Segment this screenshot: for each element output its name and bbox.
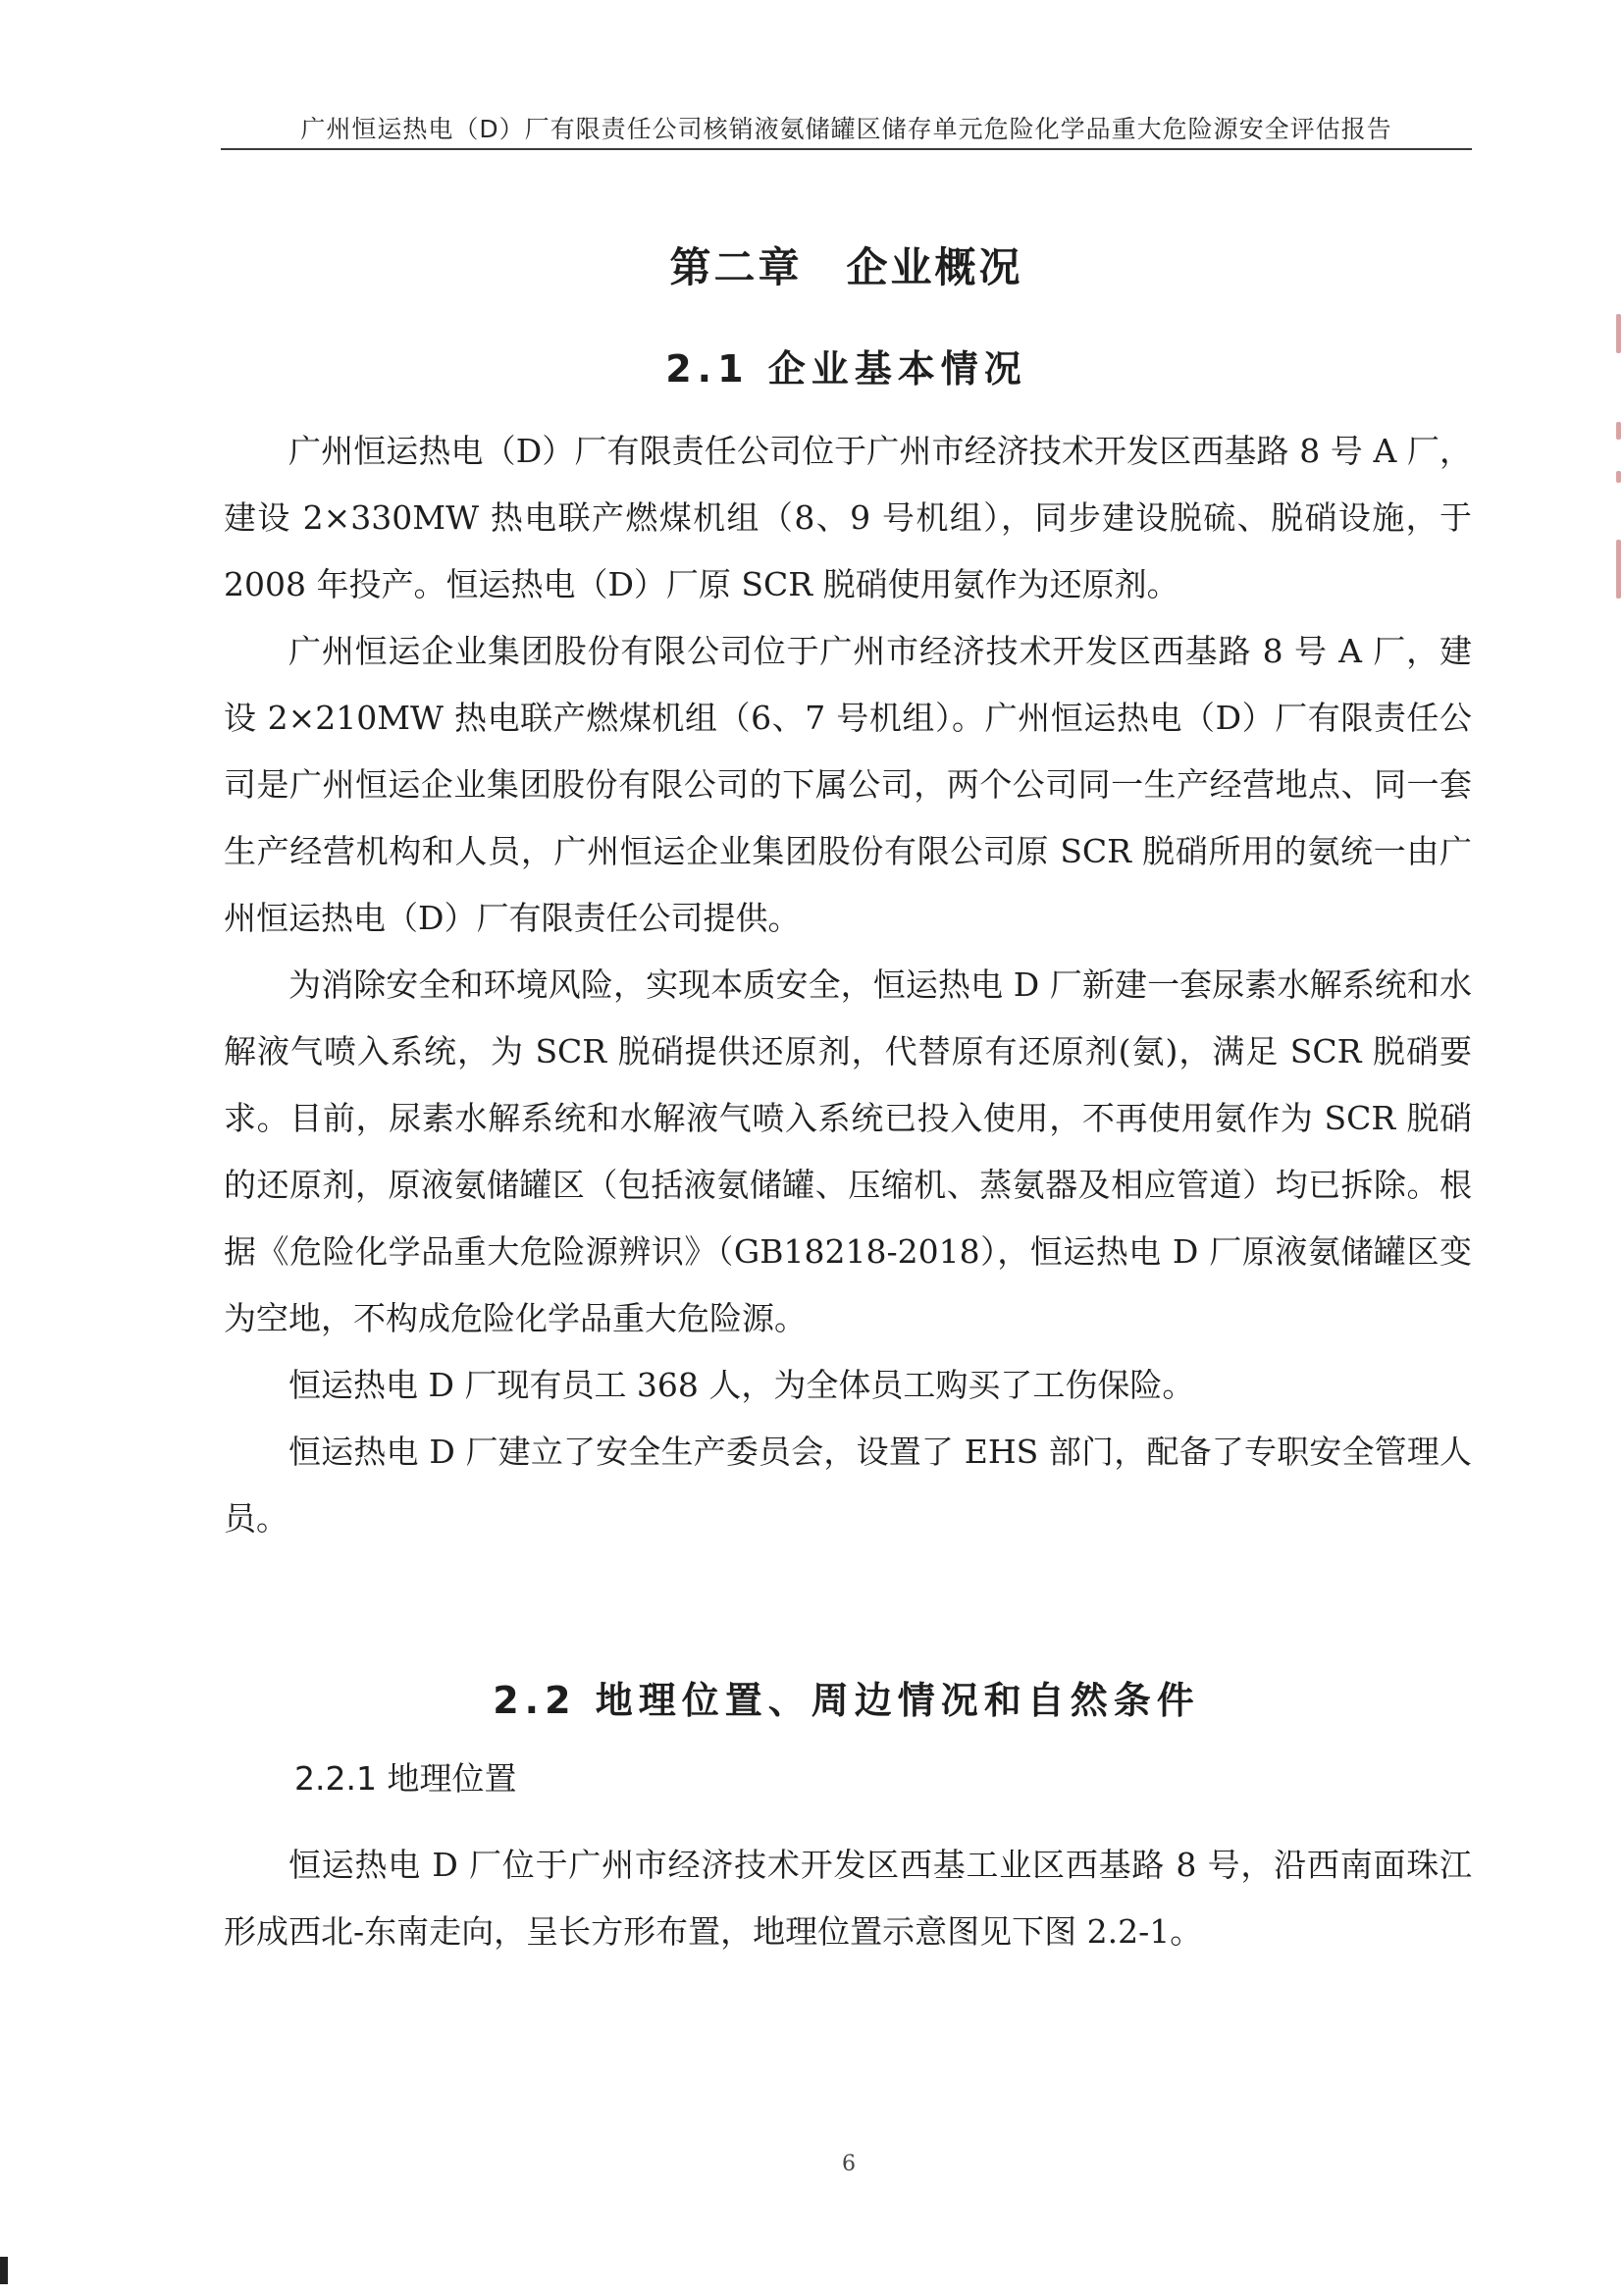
scan-corner-mark	[0, 2257, 8, 2284]
header-divider	[221, 148, 1472, 150]
paragraph: 恒运热电 D 厂位于广州市经济技术开发区西基工业区西基路 8 号，沿西南面珠江形成西北-东南走向，呈长方形布置，地理位置示意图见下图 2.2-1。	[224, 1846, 1472, 1951]
paragraph: 为消除安全和环境风险，实现本质安全，恒运热电 D 厂新建一套尿素水解系统和水解液气喷入系统，为 SCR 脱硝提供还原剂，代替原有还原剂(氨)，满足 SCR 脱硝要求。目前，尿素水解系统和水解液气喷入系统已投入使用，不再使用氨作为 SCR 脱硝的还原剂，原液氨储罐区（包括液氨储罐、压缩机、蒸氨器及相应管道）均已拆除。根据《危险化学品重大危险源辨识》（GB18218-2018），恒运热电 D 厂原液氨储罐区变为空地，不构成危险化学品重大危险源。	[224, 965, 1472, 1337]
paragraph: 恒运热电 D 厂建立了安全生产委员会，设置了 EHS 部门，配备了专职安全管理人员。	[224, 1433, 1472, 1538]
section-2-2-1-body	[224, 1832, 1472, 1965]
paragraph: 广州恒运企业集团股份有限公司位于广州市经济技术开发区西基路 8 号 A 厂，建设 2×210MW 热电联产燃煤机组（6、7 号机组）。广州恒运热电（D）厂有限责任公司是广州恒运企业集团股份有限公司的下属公司，两个公司同一生产经营地点、同一套生产经营机构和人员，广州恒运企业集团股份有限公司原 SCR 脱硝所用的氨统一由广州恒运热电（D）厂有限责任公司提供。	[224, 632, 1472, 937]
running-header: 广州恒运热电（D）厂有限责任公司核销液氨储罐区储存单元危险化学品重大危险源安全评估报告	[300, 115, 1392, 143]
section-2-1-body	[224, 418, 1472, 1552]
section-title-2-2: 2.2 地理位置、周边情况和自然条件	[493, 1679, 1200, 1722]
paragraph: 广州恒运热电（D）厂有限责任公司位于广州市经济技术开发区西基路 8 号 A 厂，建设 2×330MW 热电联产燃煤机组（8、9 号机组），同步建设脱硫、脱硝设施，于 2008 年投产。恒运热电（D）厂原 SCR 脱硝使用氨作为还原剂。	[224, 432, 1472, 603]
section-title-2-1: 2.1 企业基本情况	[665, 347, 1027, 391]
paragraph: 恒运热电 D 厂现有员工 368 人，为全体员工购买了工伤保险。	[288, 1366, 1195, 1404]
chapter-title: 第二章 企业概况	[669, 243, 1023, 291]
page-number: 6	[842, 2152, 856, 2176]
binding-seal-marks	[1613, 314, 1623, 628]
subsection-title-2-2-1: 2.2.1 地理位置	[294, 1759, 517, 1798]
